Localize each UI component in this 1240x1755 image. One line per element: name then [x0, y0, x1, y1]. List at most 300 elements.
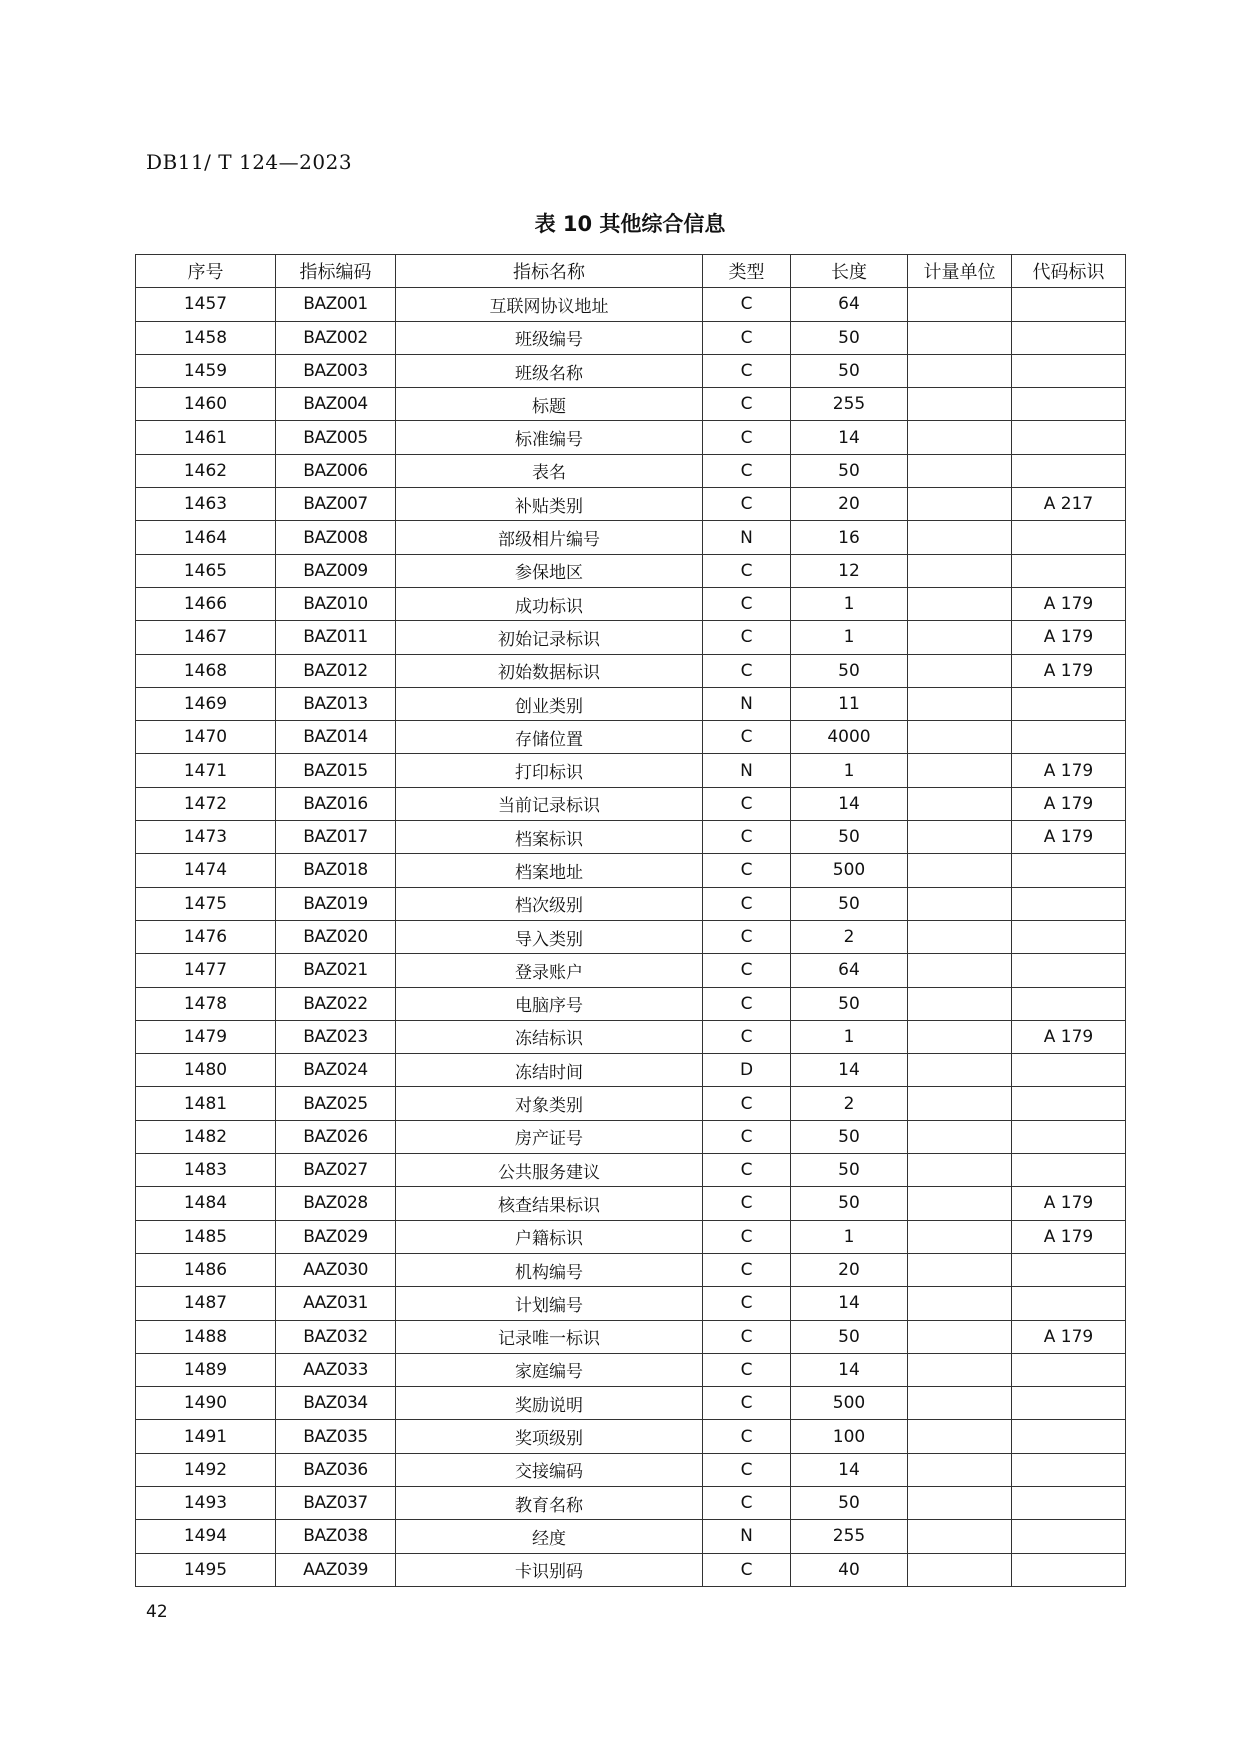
- cell-length: 14: [791, 787, 908, 820]
- cell-index: 1479: [136, 1020, 276, 1053]
- cell-unit: [908, 621, 1012, 654]
- cell-name: 班级编号: [396, 321, 703, 354]
- cell-name: 记录唯一标识: [396, 1320, 703, 1353]
- cell-unit: [908, 687, 1012, 720]
- cell-code: AAZ030: [276, 1253, 396, 1286]
- cell-code: BAZ023: [276, 1020, 396, 1053]
- table-row: [136, 687, 1126, 720]
- cell-code: BAZ038: [276, 1520, 396, 1553]
- cell-code: BAZ002: [276, 321, 396, 354]
- cell-length: 50: [791, 321, 908, 354]
- table-row: [136, 987, 1126, 1020]
- cell-name: 补贴类别: [396, 488, 703, 521]
- cell-index: 1461: [136, 421, 276, 454]
- cell-code: BAZ018: [276, 854, 396, 887]
- cell-name: 冻结标识: [396, 1020, 703, 1053]
- table-row: [136, 1520, 1126, 1553]
- table-row: [136, 554, 1126, 587]
- cell-length: 50: [791, 821, 908, 854]
- cell-type: C: [703, 1453, 791, 1486]
- cell-name: 班级名称: [396, 354, 703, 387]
- cell-index: 1489: [136, 1353, 276, 1386]
- cell-code: BAZ010: [276, 587, 396, 620]
- table-row: [136, 1120, 1126, 1153]
- cell-code: BAZ025: [276, 1087, 396, 1120]
- cell-type: C: [703, 288, 791, 321]
- cell-unit: [908, 587, 1012, 620]
- cell-type: C: [703, 654, 791, 687]
- table-row: [136, 587, 1126, 620]
- cell-length: 20: [791, 1253, 908, 1286]
- cell-code-id: [1012, 1420, 1126, 1453]
- cell-code: BAZ016: [276, 787, 396, 820]
- cell-type: C: [703, 887, 791, 920]
- table-row: [136, 754, 1126, 787]
- cell-name: 初始记录标识: [396, 621, 703, 654]
- cell-length: 1: [791, 1020, 908, 1053]
- cell-name: 档案地址: [396, 854, 703, 887]
- cell-code-id: [1012, 1453, 1126, 1486]
- cell-type: C: [703, 621, 791, 654]
- table-row: [136, 1054, 1126, 1087]
- cell-length: 50: [791, 654, 908, 687]
- column-header-length: 长度: [791, 255, 908, 288]
- cell-name: 表名: [396, 454, 703, 487]
- cell-code-id: [1012, 521, 1126, 554]
- cell-code-id: [1012, 1387, 1126, 1420]
- table-row: [136, 854, 1126, 887]
- cell-length: 4000: [791, 721, 908, 754]
- cell-type: C: [703, 388, 791, 421]
- cell-length: 14: [791, 1054, 908, 1087]
- cell-index: 1481: [136, 1087, 276, 1120]
- cell-unit: [908, 1020, 1012, 1053]
- cell-index: 1485: [136, 1220, 276, 1253]
- cell-name: 公共服务建议: [396, 1154, 703, 1187]
- cell-name: 打印标识: [396, 754, 703, 787]
- cell-length: 50: [791, 887, 908, 920]
- cell-code: BAZ032: [276, 1320, 396, 1353]
- table-row: [136, 1486, 1126, 1519]
- cell-unit: [908, 1520, 1012, 1553]
- cell-length: 50: [791, 1486, 908, 1519]
- cell-unit: [908, 954, 1012, 987]
- cell-code-id: A 179: [1012, 754, 1126, 787]
- table-row: [136, 1020, 1126, 1053]
- cell-code-id: [1012, 454, 1126, 487]
- cell-code-id: A 179: [1012, 1020, 1126, 1053]
- cell-unit: [908, 454, 1012, 487]
- table-header-row: [136, 255, 1126, 288]
- cell-code-id: [1012, 554, 1126, 587]
- cell-type: D: [703, 1054, 791, 1087]
- cell-code: BAZ007: [276, 488, 396, 521]
- cell-name: 导入类别: [396, 920, 703, 953]
- cell-code: AAZ033: [276, 1353, 396, 1386]
- table-row: [136, 1353, 1126, 1386]
- cell-length: 50: [791, 1187, 908, 1220]
- table-row: [136, 1287, 1126, 1320]
- column-header-code: 指标编码: [276, 255, 396, 288]
- cell-index: 1495: [136, 1553, 276, 1586]
- cell-unit: [908, 421, 1012, 454]
- cell-index: 1460: [136, 388, 276, 421]
- cell-length: 14: [791, 1287, 908, 1320]
- cell-name: 创业类别: [396, 687, 703, 720]
- column-header-name: 指标名称: [396, 255, 703, 288]
- cell-name: 对象类别: [396, 1087, 703, 1120]
- cell-code-id: [1012, 887, 1126, 920]
- cell-name: 成功标识: [396, 587, 703, 620]
- cell-index: 1464: [136, 521, 276, 554]
- cell-index: 1474: [136, 854, 276, 887]
- cell-code: BAZ028: [276, 1187, 396, 1220]
- cell-unit: [908, 554, 1012, 587]
- cell-code: BAZ027: [276, 1154, 396, 1187]
- cell-name: 核查结果标识: [396, 1187, 703, 1220]
- cell-code-id: [1012, 288, 1126, 321]
- cell-unit: [908, 288, 1012, 321]
- cell-length: 14: [791, 1453, 908, 1486]
- cell-index: 1491: [136, 1420, 276, 1453]
- cell-unit: [908, 1220, 1012, 1253]
- cell-code: BAZ029: [276, 1220, 396, 1253]
- cell-type: C: [703, 1387, 791, 1420]
- cell-name: 参保地区: [396, 554, 703, 587]
- cell-code-id: [1012, 1120, 1126, 1153]
- cell-code: BAZ019: [276, 887, 396, 920]
- cell-type: C: [703, 1020, 791, 1053]
- cell-unit: [908, 1154, 1012, 1187]
- cell-code-id: A 179: [1012, 587, 1126, 620]
- cell-code-id: [1012, 687, 1126, 720]
- cell-name: 档次级别: [396, 887, 703, 920]
- cell-index: 1458: [136, 321, 276, 354]
- cell-unit: [908, 388, 1012, 421]
- cell-length: 255: [791, 388, 908, 421]
- table-row: [136, 1220, 1126, 1253]
- cell-name: 当前记录标识: [396, 787, 703, 820]
- cell-type: C: [703, 1253, 791, 1286]
- cell-type: C: [703, 554, 791, 587]
- table-title: 表 10 其他综合信息: [534, 212, 726, 236]
- cell-index: 1482: [136, 1120, 276, 1153]
- cell-code-id: [1012, 954, 1126, 987]
- cell-length: 255: [791, 1520, 908, 1553]
- cell-code: BAZ022: [276, 987, 396, 1020]
- table-row: [136, 1154, 1126, 1187]
- table-row: [136, 721, 1126, 754]
- table-row: [136, 1253, 1126, 1286]
- cell-code-id: A 179: [1012, 654, 1126, 687]
- cell-unit: [908, 1120, 1012, 1153]
- cell-code-id: [1012, 388, 1126, 421]
- cell-name: 部级相片编号: [396, 521, 703, 554]
- cell-code-id: [1012, 1154, 1126, 1187]
- cell-unit: [908, 321, 1012, 354]
- cell-code: BAZ034: [276, 1387, 396, 1420]
- cell-index: 1483: [136, 1154, 276, 1187]
- cell-unit: [908, 754, 1012, 787]
- table-row: [136, 321, 1126, 354]
- cell-name: 初始数据标识: [396, 654, 703, 687]
- cell-type: C: [703, 454, 791, 487]
- cell-unit: [908, 1387, 1012, 1420]
- table-row: [136, 787, 1126, 820]
- cell-unit: [908, 1553, 1012, 1586]
- cell-type: C: [703, 721, 791, 754]
- cell-name: 机构编号: [396, 1253, 703, 1286]
- cell-code-id: [1012, 1486, 1126, 1519]
- cell-length: 14: [791, 1353, 908, 1386]
- cell-code-id: [1012, 1253, 1126, 1286]
- table-body: [136, 288, 1126, 1587]
- cell-name: 交接编码: [396, 1453, 703, 1486]
- cell-length: 14: [791, 421, 908, 454]
- cell-name: 房产证号: [396, 1120, 703, 1153]
- cell-code: BAZ011: [276, 621, 396, 654]
- table-row: [136, 354, 1126, 387]
- cell-index: 1463: [136, 488, 276, 521]
- cell-type: C: [703, 1154, 791, 1187]
- cell-index: 1465: [136, 554, 276, 587]
- cell-unit: [908, 1054, 1012, 1087]
- cell-type: C: [703, 920, 791, 953]
- cell-unit: [908, 1353, 1012, 1386]
- table-row: [136, 821, 1126, 854]
- cell-type: C: [703, 1353, 791, 1386]
- cell-code: BAZ026: [276, 1120, 396, 1153]
- cell-code: BAZ006: [276, 454, 396, 487]
- cell-unit: [908, 654, 1012, 687]
- table-row: [136, 388, 1126, 421]
- cell-name: 经度: [396, 1520, 703, 1553]
- cell-index: 1494: [136, 1520, 276, 1553]
- cell-type: N: [703, 1520, 791, 1553]
- column-header-type: 类型: [703, 255, 791, 288]
- cell-type: C: [703, 1486, 791, 1519]
- cell-code-id: [1012, 721, 1126, 754]
- cell-index: 1469: [136, 687, 276, 720]
- cell-name: 存储位置: [396, 721, 703, 754]
- cell-code: BAZ020: [276, 920, 396, 953]
- table-row: [136, 1187, 1126, 1220]
- cell-code-id: [1012, 321, 1126, 354]
- table-row: [136, 920, 1126, 953]
- cell-code-id: A 179: [1012, 1187, 1126, 1220]
- cell-index: 1492: [136, 1453, 276, 1486]
- cell-unit: [908, 1453, 1012, 1486]
- cell-length: 500: [791, 1387, 908, 1420]
- cell-code-id: [1012, 1553, 1126, 1586]
- cell-length: 1: [791, 621, 908, 654]
- cell-type: C: [703, 1320, 791, 1353]
- cell-length: 64: [791, 954, 908, 987]
- cell-code: BAZ008: [276, 521, 396, 554]
- cell-code: BAZ021: [276, 954, 396, 987]
- cell-name: 登录账户: [396, 954, 703, 987]
- cell-code-id: A 179: [1012, 1220, 1126, 1253]
- cell-type: C: [703, 421, 791, 454]
- table-row: [136, 654, 1126, 687]
- column-header-code-id: 代码标识: [1012, 255, 1126, 288]
- cell-type: C: [703, 1087, 791, 1120]
- cell-length: 50: [791, 1120, 908, 1153]
- column-header-unit: 计量单位: [908, 255, 1012, 288]
- table-row: [136, 454, 1126, 487]
- cell-type: C: [703, 488, 791, 521]
- cell-length: 100: [791, 1420, 908, 1453]
- data-table: [135, 254, 1126, 1587]
- cell-unit: [908, 1087, 1012, 1120]
- cell-length: 50: [791, 454, 908, 487]
- cell-length: 20: [791, 488, 908, 521]
- cell-name: 卡识别码: [396, 1553, 703, 1586]
- cell-code: BAZ035: [276, 1420, 396, 1453]
- cell-name: 计划编号: [396, 1287, 703, 1320]
- cell-type: C: [703, 854, 791, 887]
- cell-code-id: A 179: [1012, 1320, 1126, 1353]
- cell-length: 2: [791, 920, 908, 953]
- cell-code-id: [1012, 920, 1126, 953]
- cell-name: 电脑序号: [396, 987, 703, 1020]
- cell-code: BAZ003: [276, 354, 396, 387]
- cell-type: C: [703, 321, 791, 354]
- table-row: [136, 1453, 1126, 1486]
- cell-code-id: [1012, 1087, 1126, 1120]
- cell-index: 1477: [136, 954, 276, 987]
- table-row: [136, 1420, 1126, 1453]
- cell-type: C: [703, 954, 791, 987]
- cell-length: 50: [791, 1154, 908, 1187]
- cell-code: BAZ001: [276, 288, 396, 321]
- table-row: [136, 954, 1126, 987]
- cell-index: 1457: [136, 288, 276, 321]
- cell-length: 11: [791, 687, 908, 720]
- table-row: [136, 1387, 1126, 1420]
- cell-unit: [908, 1187, 1012, 1220]
- cell-code: AAZ039: [276, 1553, 396, 1586]
- cell-unit: [908, 987, 1012, 1020]
- table-row: [136, 621, 1126, 654]
- cell-length: 50: [791, 1320, 908, 1353]
- document-code: DB11/ T 124—2023: [146, 150, 353, 174]
- cell-index: 1466: [136, 587, 276, 620]
- cell-type: N: [703, 754, 791, 787]
- cell-code: BAZ009: [276, 554, 396, 587]
- cell-length: 1: [791, 1220, 908, 1253]
- cell-index: 1468: [136, 654, 276, 687]
- cell-code-id: [1012, 1353, 1126, 1386]
- cell-index: 1467: [136, 621, 276, 654]
- cell-length: 1: [791, 754, 908, 787]
- column-header-index: 序号: [136, 255, 276, 288]
- cell-index: 1487: [136, 1287, 276, 1320]
- cell-index: 1475: [136, 887, 276, 920]
- cell-code-id: [1012, 854, 1126, 887]
- cell-index: 1484: [136, 1187, 276, 1220]
- cell-code: BAZ037: [276, 1486, 396, 1519]
- cell-code-id: [1012, 987, 1126, 1020]
- cell-type: C: [703, 1220, 791, 1253]
- cell-type: N: [703, 521, 791, 554]
- cell-index: 1459: [136, 354, 276, 387]
- cell-index: 1490: [136, 1387, 276, 1420]
- table-row: [136, 288, 1126, 321]
- cell-unit: [908, 854, 1012, 887]
- cell-unit: [908, 1420, 1012, 1453]
- table-row: [136, 887, 1126, 920]
- cell-type: C: [703, 987, 791, 1020]
- cell-code: BAZ014: [276, 721, 396, 754]
- cell-type: C: [703, 787, 791, 820]
- table-row: [136, 1087, 1126, 1120]
- cell-length: 1: [791, 587, 908, 620]
- cell-code-id: [1012, 1520, 1126, 1553]
- cell-code-id: [1012, 421, 1126, 454]
- cell-type: C: [703, 1187, 791, 1220]
- cell-code: BAZ017: [276, 821, 396, 854]
- cell-code-id: [1012, 1287, 1126, 1320]
- cell-index: 1476: [136, 920, 276, 953]
- cell-code: BAZ004: [276, 388, 396, 421]
- cell-name: 冻结时间: [396, 1054, 703, 1087]
- table-row: [136, 421, 1126, 454]
- cell-code: BAZ015: [276, 754, 396, 787]
- cell-name: 互联网协议地址: [396, 288, 703, 321]
- table-row: [136, 488, 1126, 521]
- cell-name: 教育名称: [396, 1486, 703, 1519]
- cell-length: 40: [791, 1553, 908, 1586]
- cell-index: 1493: [136, 1486, 276, 1519]
- cell-unit: [908, 1320, 1012, 1353]
- cell-code: BAZ036: [276, 1453, 396, 1486]
- cell-unit: [908, 1253, 1012, 1286]
- cell-length: 50: [791, 354, 908, 387]
- cell-index: 1472: [136, 787, 276, 820]
- cell-unit: [908, 1486, 1012, 1519]
- cell-code: BAZ013: [276, 687, 396, 720]
- cell-length: 12: [791, 554, 908, 587]
- cell-unit: [908, 920, 1012, 953]
- cell-code: BAZ012: [276, 654, 396, 687]
- cell-type: C: [703, 1120, 791, 1153]
- cell-type: C: [703, 1420, 791, 1453]
- cell-type: N: [703, 687, 791, 720]
- cell-type: C: [703, 1553, 791, 1586]
- cell-index: 1470: [136, 721, 276, 754]
- cell-name: 户籍标识: [396, 1220, 703, 1253]
- cell-unit: [908, 354, 1012, 387]
- cell-code-id: A 179: [1012, 821, 1126, 854]
- cell-unit: [908, 721, 1012, 754]
- cell-name: 档案标识: [396, 821, 703, 854]
- cell-code: AAZ031: [276, 1287, 396, 1320]
- cell-unit: [908, 521, 1012, 554]
- cell-type: C: [703, 354, 791, 387]
- table-row: [136, 521, 1126, 554]
- cell-code-id: [1012, 1054, 1126, 1087]
- cell-index: 1486: [136, 1253, 276, 1286]
- cell-unit: [908, 1287, 1012, 1320]
- cell-code: BAZ024: [276, 1054, 396, 1087]
- cell-unit: [908, 821, 1012, 854]
- cell-length: 50: [791, 987, 908, 1020]
- cell-unit: [908, 787, 1012, 820]
- cell-type: C: [703, 821, 791, 854]
- table-row: [136, 1320, 1126, 1353]
- cell-code-id: A 179: [1012, 621, 1126, 654]
